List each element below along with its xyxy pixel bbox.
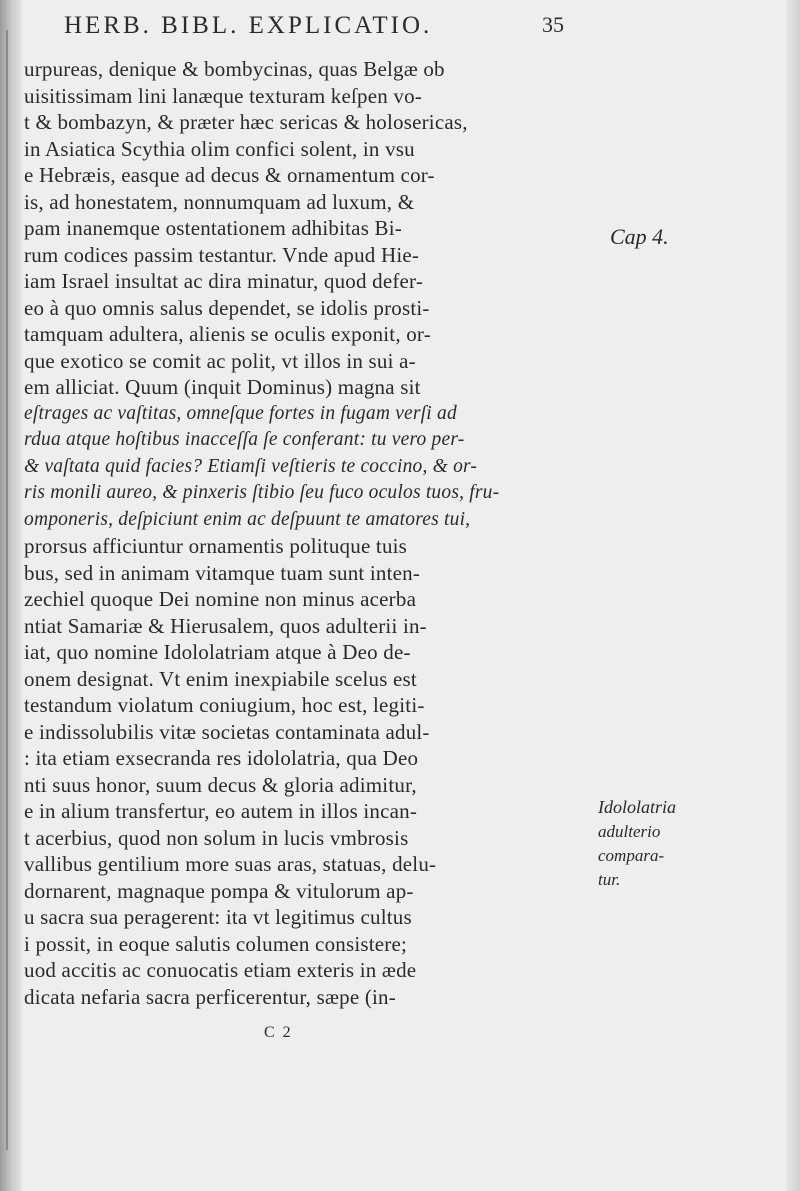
text-line: onem designat. Vt enim inexpiabile scelus est <box>24 666 417 691</box>
text-line: rum codices passim testantur. Vnde apud Hie- <box>24 242 420 267</box>
text-line: t & bombazyn, & præter hæc sericas & holosericas, <box>24 110 468 134</box>
signature-mark: C 2 <box>264 1024 293 1041</box>
text-line: iam Israel insultat ac dira minatur, quod defer- <box>24 269 424 293</box>
text-line: testandum violatum coniugium, hoc est, legiti- <box>24 693 425 717</box>
text-line: e in alium transfertur, eo autem in illos incan- <box>24 799 418 823</box>
margin-note-line: adulterio <box>598 822 661 841</box>
margin-note-line: tur. <box>598 870 621 889</box>
text-line: omponeris, deſpiciunt enim ac deſpuunt te amatores tui, <box>24 508 471 530</box>
text-line: : ita etiam exsecranda res idololatria, qua Deo <box>24 746 419 770</box>
text-line: eo à quo omnis salus dependet, se idolis prosti- <box>24 295 430 320</box>
text-line: dicata nefaria sacra perficerentur, sæpe (in- <box>24 984 396 1009</box>
text-line: in Asiatica Scythia olim confici solent, in vsu <box>24 136 415 161</box>
text-line: & vaſtata quid facies? Etiamſi veſtieris te coccino, & or- <box>24 455 478 477</box>
text-line: uisitissimam lini lanæque texturam keſpen vo- <box>24 83 423 108</box>
text-line: uod accitis ac conuocatis etiam exteris in æde <box>24 958 417 982</box>
text-line: eſtrages ac vaſtitas, omneſque fortes in fugam verſi ad <box>24 402 457 424</box>
text-line: iat, quo nomine Idololatriam atque à Deo de- <box>24 640 411 664</box>
running-title: HERB. BIBL. EXPLICATIO. <box>64 12 433 39</box>
margin-note-chapter: Cap 4. <box>610 224 669 249</box>
text-line: pam inanemque ostentationem adhibitas Bi- <box>24 216 402 240</box>
text-line: tamquam adultera, alienis se oculis exponit, or- <box>24 322 431 346</box>
text-line: e indissolubilis vitæ societas contaminata adul- <box>24 719 430 744</box>
text-line: dornarent, magnaque pompa & vitulorum ap- <box>24 878 414 903</box>
margin-note-line: compara- <box>598 846 665 865</box>
text-line: e Hebræis, easque ad decus & ornamentum cor- <box>24 163 435 187</box>
page-right-edge <box>786 0 800 1191</box>
page-number: 35 <box>542 12 564 37</box>
text-line: que exotico se comit ac polit, vt illos in sui a- <box>24 348 416 373</box>
text-line: urpureas, denique & bombycinas, quas Belgæ ob <box>24 57 445 81</box>
text-line: t acerbius, quod non solum in lucis vmbrosis <box>24 825 409 850</box>
text-line: prorsus afficiuntur ornamentis polituque tuis <box>24 534 408 558</box>
text-line: vallibus gentilium more suas aras, statuas, delu- <box>24 852 437 876</box>
text-line: u sacra sua peragerent: ita vt legitimus cultus <box>24 905 412 929</box>
text-line: nti suus honor, suum decus & gloria adimitur, <box>24 772 417 797</box>
margin-note-line: Idololatria <box>598 797 677 817</box>
main-text-block <box>24 56 584 1010</box>
text-line: ntiat Samariæ & Hierusalem, quos adulterii in- <box>24 613 427 638</box>
text-line: rdua atque hoſtibus inacceſſa ſe conferant: tu vero per- <box>24 429 465 450</box>
page-gutter-shadow <box>0 0 22 1191</box>
text-line: ris monili aureo, & pinxeris ſtibio ſeu fuco oculos tuos, fru- <box>24 482 500 503</box>
text-line: i possit, in eoque salutis columen consistere; <box>24 931 408 956</box>
text-line: em alliciat. Quum (inquit Dominus) magna sit <box>24 375 421 399</box>
page-gutter-line <box>6 30 8 1150</box>
text-line: is, ad honestatem, nonnumquam ad luxum, & <box>24 189 415 214</box>
text-line: bus, sed in animam vitamque tuam sunt inten- <box>24 560 421 585</box>
text-line: zechiel quoque Dei nomine non minus acerba <box>24 587 417 611</box>
